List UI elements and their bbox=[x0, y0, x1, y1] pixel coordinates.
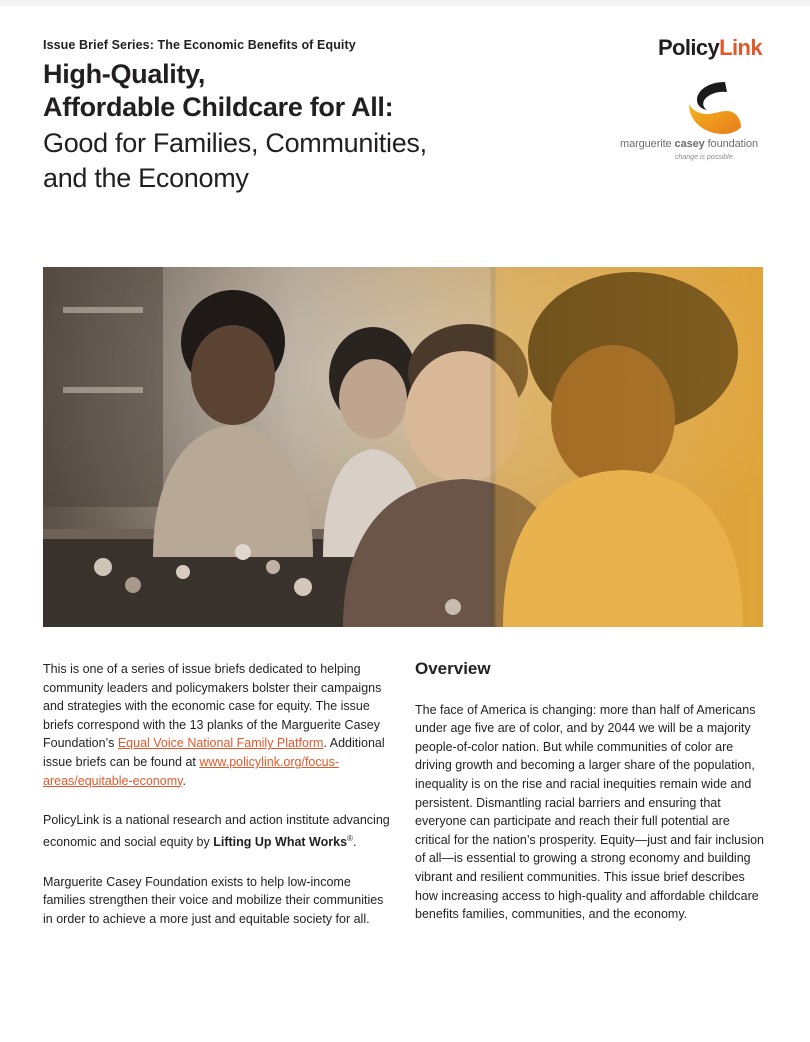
page-subtitle bbox=[43, 126, 427, 196]
overview-body: The face of America is changing: more than half of Americans under age five are of color, and by 2044 we will be a majority people-of-color nation. But while communities of color are driving growth and becoming a larger share of the population, inequality is on the rise and racial inequities remain wide and persistent. Dismantling racial barriers and ensuring that everyone can participate and reach their full potential are critical for the nation’s prosperity. Equity—just and fair inclusion of all—is essential to growing a strong economy and building vibrant and resilient communities. This issue brief describes how increasing access to high-quality and affordable childcare benefits families, communities, and the economy. bbox=[415, 702, 765, 922]
overview-section bbox=[415, 660, 767, 924]
children-photo bbox=[43, 267, 763, 627]
title-line-2: Affordable Childcare for All: bbox=[43, 92, 394, 122]
subtitle-line-2: and the Economy bbox=[43, 163, 249, 193]
marguerite-casey-name: marguerite casey foundation bbox=[620, 138, 758, 150]
intro-column bbox=[43, 660, 393, 949]
marguerite-casey-logo bbox=[620, 78, 765, 168]
series-label: Issue Brief Series: The Economic Benefits of Equity bbox=[43, 38, 356, 52]
intro-paragraph: This is one of a series of issue briefs dedicated to helping community leaders and policymakers bolster their campaigns and strategies with the economic case for equity. The issue briefs correspond with the 13 planks of the Marguerite Casey Foundation’s Equal Voice National Family Platform. Additional issue briefs can be found at www.policylink.org/focus-areas/equitable-economy. bbox=[43, 662, 385, 788]
overview-heading: Overview bbox=[415, 659, 491, 678]
policylink-logo: PolicyLink bbox=[657, 35, 762, 60]
marguerite-casey-tagline: change is possible. bbox=[675, 154, 735, 161]
policylink-url-link[interactable]: www.policylink.org/focus-areas/equitable-economy bbox=[43, 754, 339, 788]
top-bar bbox=[0, 0, 810, 6]
marguerite-casey-paragraph: Marguerite Casey Foundation exists to help low-income families strengthen their voice and mobilize their communities in order to achieve a more just and equitable society for all. bbox=[43, 874, 384, 926]
page-title bbox=[43, 58, 393, 124]
subtitle-line-1: Good for Families, Communities, bbox=[43, 128, 427, 158]
children-photo-icon bbox=[43, 267, 763, 627]
policylink-paragraph: PolicyLink is a national research and action institute advancing economic and social equity by Lifting Up What Works®. bbox=[43, 813, 390, 849]
marguerite-casey-mark-icon bbox=[683, 78, 743, 136]
title-line-1: High-Quality, bbox=[43, 59, 206, 89]
equal-voice-link[interactable]: Equal Voice National Family Platform bbox=[117, 736, 324, 751]
